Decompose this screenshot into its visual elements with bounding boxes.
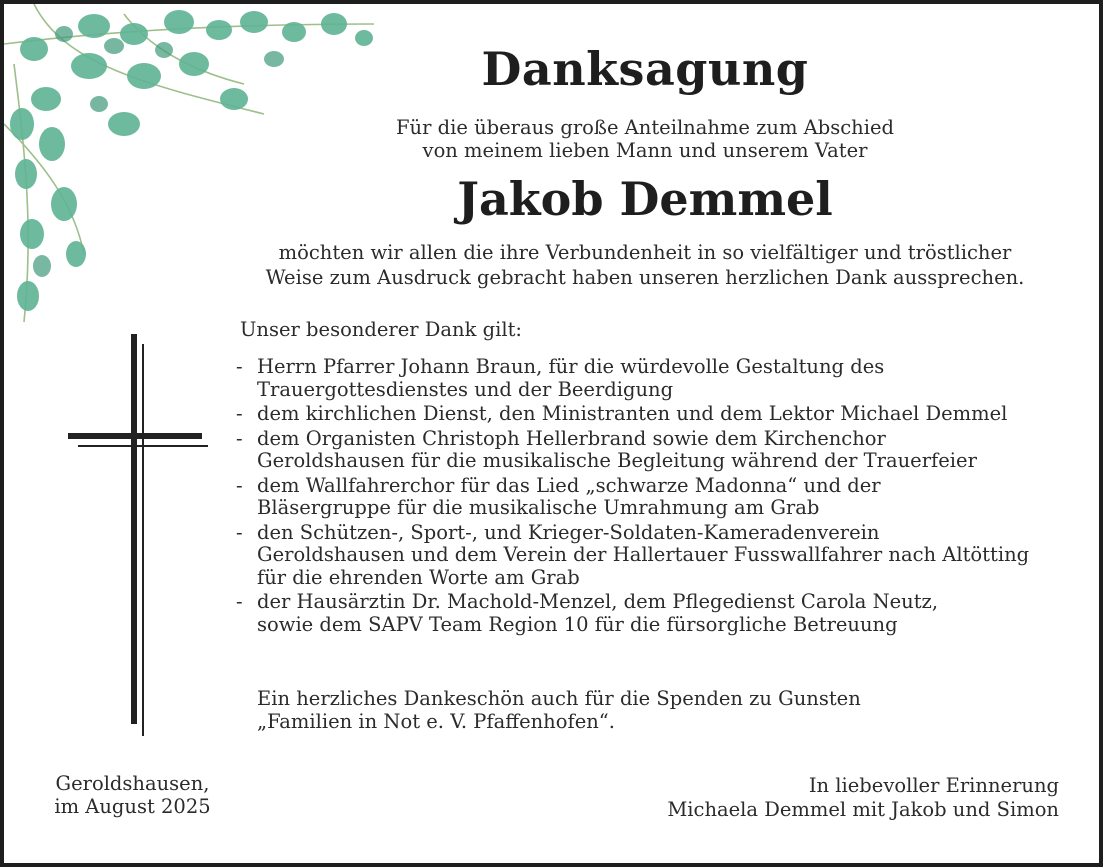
list-marker: - (236, 402, 243, 425)
signature (667, 774, 1059, 822)
place-date (45, 772, 220, 818)
date-line: im August 2025 (54, 795, 211, 818)
thanks-item (236, 591, 1086, 636)
thanks-item-line: für die ehrenden Worte am Grab (257, 565, 580, 589)
thanks-list (236, 356, 1086, 638)
thanks-item (236, 475, 1086, 520)
intro-text (240, 116, 1050, 162)
thanks-item-line: Herrn Pfarrer Johann Braun, für die würdevolle Gestaltung des (257, 355, 885, 378)
list-marker: - (236, 520, 243, 544)
place-line: Geroldshausen, (55, 772, 210, 795)
intro-line: von meinem lieben Mann und unserem Vater (422, 139, 868, 162)
thanks-item-line: dem Wallfahrerchor für das Lied „schwarze Madonna“ und der (257, 473, 881, 497)
thanks-item (236, 403, 1086, 426)
signature-line: Michaela Demmel mit Jakob und Simon (667, 798, 1059, 821)
thanks-line: Weise zum Ausdruck gebracht haben unseren herzlichen Dank aussprechen. (265, 266, 1025, 289)
thanks-item-line: dem Organisten Christoph Hellerbrand sowie dem Kirchenchor (257, 426, 886, 450)
list-marker: - (236, 473, 243, 497)
deceased-name: Jakob Demmel (457, 172, 833, 226)
thanks-item-line: der Hausärztin Dr. Machold-Menzel, dem Pflegedienst Carola Neutz, (257, 590, 939, 613)
thanks-item-line: den Schützen-, Sport-, und Krieger-Soldaten-Kameradenverein (257, 520, 880, 544)
closing-line: Ein herzliches Dankeschön auch für die Spenden zu Gunsten (257, 687, 861, 710)
thanks-text (200, 240, 1090, 290)
thanks-item (236, 356, 1086, 401)
thanks-item-line: Geroldshausen und dem Verein der Hallertauer Fusswallfahrer nach Altötting (257, 543, 1030, 566)
thanks-line: möchten wir allen die ihre Verbundenheit in so vielfältiger und tröstlicher (278, 241, 1012, 264)
signature-line: In liebevoller Erinnerung (808, 774, 1059, 797)
list-marker: - (236, 590, 243, 613)
thanks-item-line: Geroldshausen für die musikalische Begleitung während der Trauerfeier (257, 449, 977, 472)
list-marker: - (236, 426, 243, 450)
closing-line: „Familien in Not e. V. Pfaffenhofen“. (257, 709, 615, 733)
special-thanks-label: Unser besonderer Dank gilt: (240, 318, 522, 341)
thanks-item-line: sowie dem SAPV Team Region 10 für die fürsorgliche Betreuung (257, 612, 898, 636)
intro-line: Für die überaus große Anteilnahme zum Abschied (396, 116, 894, 139)
thanks-item-line: dem kirchlichen Dienst, den Ministranten und dem Lektor Michael Demmel (257, 402, 1008, 425)
thanks-item (236, 522, 1086, 590)
thanks-item-line: Trauergottesdienstes und der Beerdigung (257, 377, 674, 401)
list-marker: - (236, 355, 243, 378)
closing-text (257, 688, 861, 733)
thanks-item-line: Bläsergruppe für die musikalische Umrahmung am Grab (257, 496, 820, 519)
notice-heading: Danksagung (481, 42, 809, 96)
thanks-item (236, 428, 1086, 473)
cross-icon (60, 330, 220, 740)
